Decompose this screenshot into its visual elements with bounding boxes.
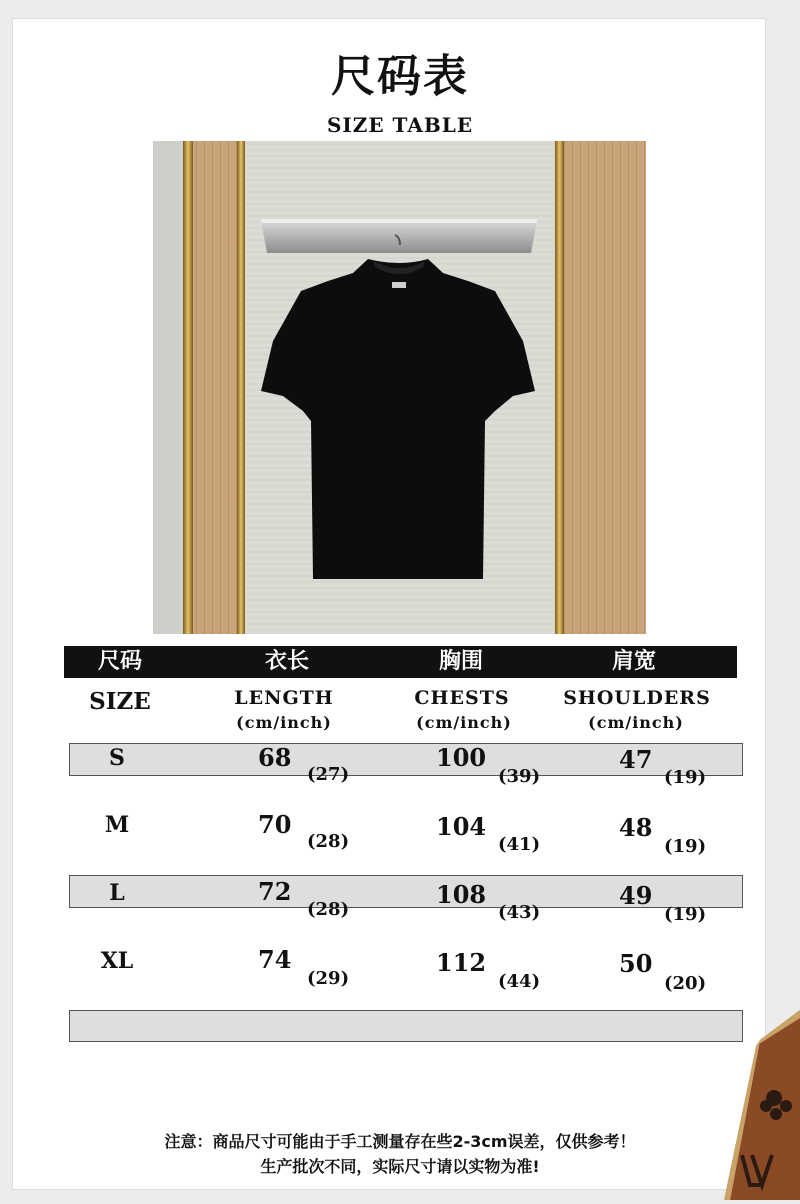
- row-band-empty: [69, 1010, 743, 1042]
- shoulder-inch: (19): [664, 836, 707, 857]
- shoulder-inch: (19): [664, 904, 707, 925]
- header-chest-en: CHESTS: [414, 687, 510, 709]
- shoulder-cm: 47: [619, 745, 653, 774]
- size-label: XL: [100, 948, 134, 974]
- batch-note: 生产批次不同，实际尺寸请以实物为准!: [260, 1157, 540, 1176]
- header-shoulder-en: SHOULDERS: [563, 687, 711, 709]
- chest-cm: 100: [436, 743, 487, 772]
- chest-inch: (39): [498, 766, 541, 787]
- header-length-en: LENGTH: [234, 687, 334, 709]
- leather-strap-decoration: [700, 1000, 800, 1200]
- length-cm: 74: [258, 945, 292, 974]
- length-cm: 68: [258, 743, 292, 772]
- chest-inch: (44): [498, 971, 541, 992]
- page-title: 尺码表: [331, 51, 469, 102]
- chest-inch: (41): [498, 834, 541, 855]
- length-cm: 72: [258, 877, 292, 906]
- header-shoulder-unit: (cm/inch): [588, 713, 684, 732]
- size-label: L: [109, 880, 125, 906]
- shoulder-inch: (19): [664, 767, 707, 788]
- length-inch: (28): [307, 831, 350, 852]
- length-inch: (27): [307, 764, 350, 785]
- header-chest-cn: 胸围: [438, 649, 484, 674]
- product-photo: [153, 141, 646, 634]
- shoulder-inch: (20): [664, 973, 707, 994]
- chest-inch: (43): [498, 902, 541, 923]
- chest-cm: 108: [436, 880, 487, 909]
- header-chest-unit: (cm/inch): [416, 713, 512, 732]
- measurement-note: 注意：商品尺寸可能由于手工测量存在些2-3cm误差，仅供参考！: [164, 1132, 636, 1151]
- shoulder-cm: 50: [619, 949, 653, 978]
- chest-cm: 104: [436, 812, 487, 841]
- shoulder-cm: 48: [619, 813, 653, 842]
- header-size-cn: 尺码: [97, 649, 143, 674]
- chest-cm: 112: [436, 948, 487, 977]
- size-label: S: [109, 745, 125, 771]
- length-inch: (28): [307, 899, 350, 920]
- size-label: M: [104, 812, 130, 838]
- header-shoulder-cn: 肩宽: [611, 649, 657, 674]
- page-subtitle: SIZE TABLE: [326, 113, 474, 137]
- header-length-cn: 衣长: [264, 649, 310, 674]
- header-size-en: SIZE: [89, 688, 151, 715]
- shoulder-cm: 49: [619, 881, 653, 910]
- header-length-unit: (cm/inch): [236, 713, 332, 732]
- length-inch: (29): [307, 968, 350, 989]
- length-cm: 70: [258, 810, 292, 839]
